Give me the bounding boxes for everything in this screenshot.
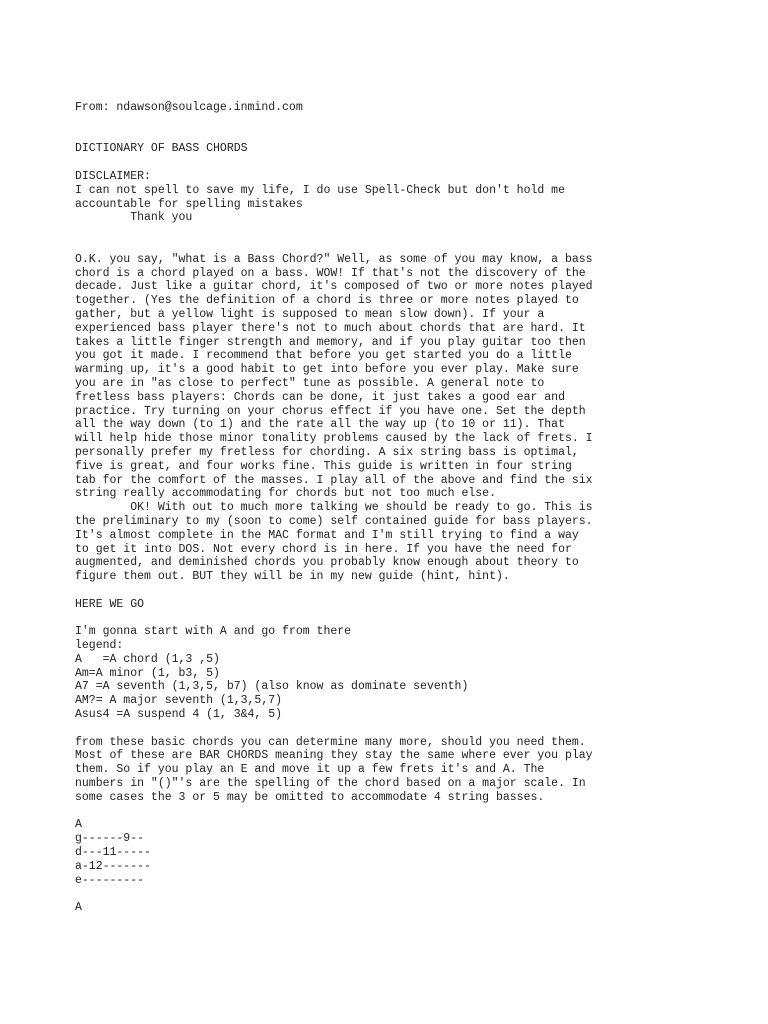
text-line: HERE WE GO — [75, 597, 145, 611]
text-line: the preliminary to my (soon to come) self contained guide for bass players. — [75, 514, 593, 528]
text-line: A — [75, 901, 82, 915]
text-line — [75, 156, 755, 170]
text-line — [75, 887, 755, 901]
text-line: tab for the comfort of the masses. I play all of the above and find the six — [75, 473, 593, 487]
text-line: From: ndawson@soulcage.inmind.com — [75, 101, 303, 114]
text-line: numbers in "()"'s are the spelling of the chord based on a major scale. In — [75, 777, 586, 791]
text-line: It's almost complete in the MAC format and I'm still trying to find a way — [75, 528, 579, 542]
text-line: DICTIONARY OF BASS CHORDS — [75, 142, 248, 156]
text-line: from these basic chords you can determine many more, should you need them. — [75, 735, 586, 749]
text-line: practice. Try turning on your chorus effect if you have one. Set the depth — [75, 404, 586, 418]
text-line: Most of these are BAR CHORDS meaning they stay the same where ever you play — [75, 749, 593, 763]
text-line: O.K. you say, "what is a Bass Chord?" Well, as some of you may know, a bass — [75, 252, 593, 266]
text-line: OK! With out to much more talking we should be ready to go. This is — [75, 501, 593, 515]
text-line — [75, 115, 755, 129]
text-line: takes a little finger strength and memory, and if you play guitar too then — [75, 335, 586, 349]
text-line: figure them out. BUT they will be in my new guide (hint, hint). — [75, 570, 510, 584]
text-line: together. (Yes the definition of a chord is three or more notes played to — [75, 294, 579, 308]
text-line — [75, 239, 755, 253]
text-line: experienced bass player there's not to much about chords that are hard. It — [75, 321, 586, 335]
text-line: e--------- — [75, 873, 145, 887]
text-line: them. So if you play an E and move it up a few frets it's and A. The — [75, 763, 545, 777]
text-line: DISCLAIMER: — [75, 169, 151, 183]
text-line: AM?= A major seventh (1,3,5,7) — [75, 694, 283, 708]
text-line: warming up, it's a good habit to get into before you ever play. Make sure — [75, 363, 579, 377]
text-line: Asus4 =A suspend 4 (1, 3&4, 5) — [75, 708, 283, 722]
text-line: I'm gonna start with A and go from there — [75, 625, 352, 639]
text-line: chord is a chord played on a bass. WOW! If that's not the discovery of the — [75, 266, 586, 280]
text-line: A =A chord (1,3 ,5) — [75, 652, 220, 666]
text-line — [75, 611, 755, 625]
text-line — [75, 584, 755, 598]
text-line — [75, 225, 755, 239]
text-line: some cases the 3 or 5 may be omitted to accommodate 4 string basses. — [75, 790, 545, 804]
text-line: gather, but a yellow light is supposed to mean slow down). If your a — [75, 307, 545, 321]
text-line: you got it made. I recommend that before you get started you do a little — [75, 349, 572, 363]
document-body — [75, 101, 755, 915]
text-line: you are in "as close to perfect" tune as possible. A general note to — [75, 376, 545, 390]
text-line — [75, 805, 755, 819]
text-line: all the way down (to 1) and the rate all the way up (to 10 or 11). That — [75, 418, 565, 432]
text-line: will help hide those minor tonality problems caused by the lack of frets. I — [75, 432, 593, 446]
text-line: Thank you — [75, 211, 193, 225]
text-line: A7 =A seventh (1,3,5, b7) (also know as dominate seventh) — [75, 680, 469, 694]
text-line: string really accommodating for chords but not too much else. — [75, 487, 496, 501]
text-line: personally prefer my fretless for chording. A six string bass is optimal, — [75, 445, 579, 459]
text-line — [75, 722, 755, 736]
text-line: decade. Just like a guitar chord, it's composed of two or more notes played — [75, 280, 593, 294]
text-line: legend: — [75, 639, 124, 653]
text-line: A — [75, 818, 82, 832]
text-line: g------9-- — [75, 832, 145, 846]
text-line: accountable for spelling mistakes — [75, 197, 303, 211]
text-line: five is great, and four works fine. This guide is written in four string — [75, 459, 572, 473]
text-line — [75, 129, 755, 143]
text-line: to get it into DOS. Not every chord is in here. If you have the need for — [75, 542, 572, 556]
text-line: fretless bass players: Chords can be done, it just takes a good ear and — [75, 390, 565, 404]
text-line: augmented, and deminished chords you probably know enough about theory to — [75, 556, 579, 570]
text-line: a-12------- — [75, 859, 151, 873]
text-line: d---11----- — [75, 846, 151, 860]
text-line: I can not spell to save my life, I do use Spell-Check but don't hold me — [75, 183, 565, 197]
text-line: Am=A minor (1, b3, 5) — [75, 666, 220, 680]
